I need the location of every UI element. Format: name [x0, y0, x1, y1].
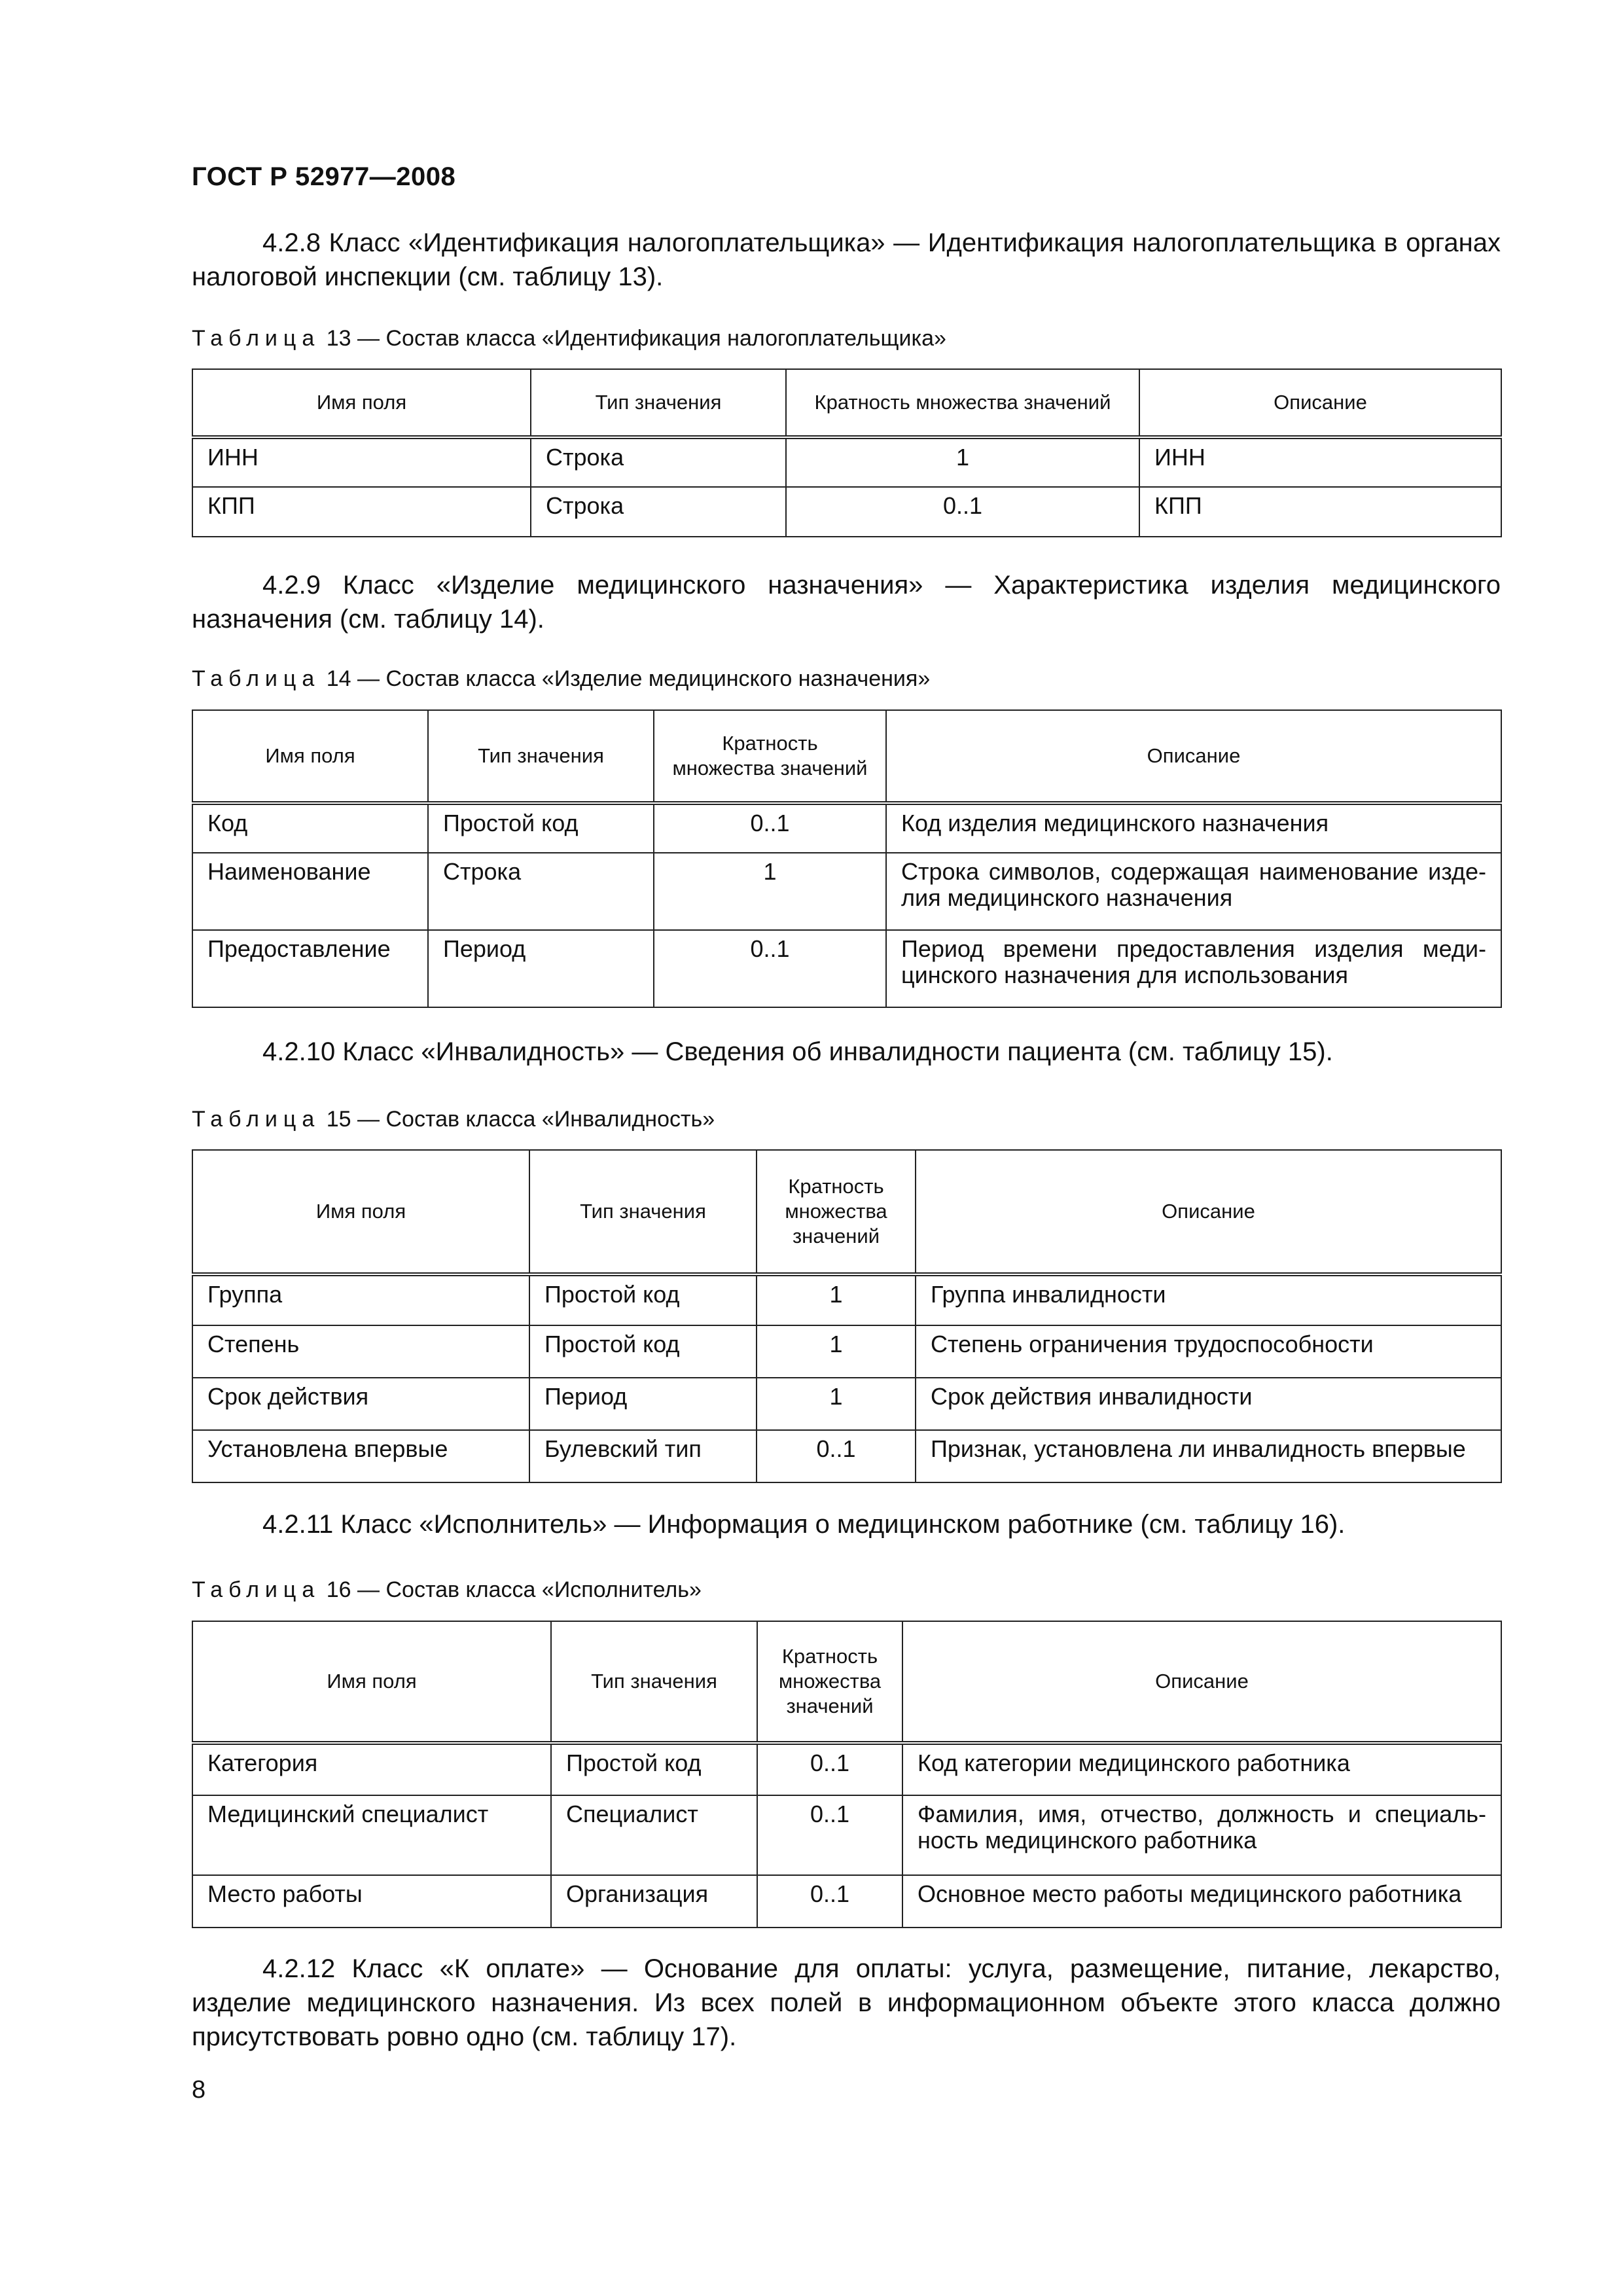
value-type-cell: Период	[428, 930, 654, 1007]
caption-title: 15 — Состав класса «Инвалидность»	[326, 1107, 715, 1132]
table-row	[192, 1875, 1501, 1928]
description-cell: Период времени предоставления изделия меди-цинского назначения для использования	[886, 930, 1501, 1007]
value-type-cell: Простой код	[428, 803, 654, 853]
header-cell-multiplicity: Кратность множества значений	[757, 1150, 916, 1274]
description-cell: Код изделия медицинского назначения	[886, 803, 1501, 853]
header-cell-description: Описание	[1139, 369, 1501, 437]
table-15-caption	[192, 1106, 715, 1132]
table-14-caption	[192, 666, 930, 692]
header-cell-multiplicity: Кратность множества значений	[786, 369, 1139, 437]
header-cell-description: Описание	[916, 1150, 1501, 1274]
field-name-cell: Степень	[192, 1325, 529, 1378]
multiplicity-cell: 0..1	[654, 803, 886, 853]
table-row	[192, 853, 1501, 930]
field-name-cell: Группа	[192, 1274, 529, 1325]
description-cell: Код категории медицинского работника	[902, 1743, 1501, 1795]
paragraph-4-2-11: 4.2.11 Класс «Исполнитель» — Информация о медицинском работнике (см. таблицу 16).	[262, 1510, 1346, 1539]
description-cell: Основное место работы медицинского работника	[902, 1875, 1501, 1928]
document-header: ГОСТ Р 52977—2008	[192, 162, 456, 191]
table-15	[192, 1149, 1502, 1483]
header-cell-field-name: Имя поля	[192, 1621, 551, 1743]
header-cell-description: Описание	[902, 1621, 1501, 1743]
value-type-cell: Булевский тип	[529, 1430, 757, 1482]
table-header-row	[192, 1621, 1501, 1743]
table-row	[192, 1743, 1501, 1795]
table-row	[192, 437, 1501, 487]
multiplicity-cell: 0..1	[757, 1430, 916, 1482]
caption-title: 16 — Состав класса «Исполнитель»	[326, 1577, 702, 1602]
header-cell-multiplicity: Кратность множества значений	[757, 1621, 902, 1743]
paragraph-4-2-12: 4.2.12 Класс «К оплате» — Основание для оплаты: услуга, размещение, питание, лекарство, изделие медицинского назначения. Из всех полей в информационном объекте этого класса должно присутствовать ровно одно (см. таблицу 17).	[192, 1954, 1501, 2051]
description-cell: Фамилия, имя, отчество, должность и специаль-ность медицинского работника	[902, 1795, 1501, 1875]
description-cell: Признак, установлена ли инвалидность впервые	[916, 1430, 1501, 1482]
value-type-cell: Период	[529, 1378, 757, 1430]
multiplicity-cell: 0..1	[786, 487, 1139, 537]
multiplicity-cell: 1	[654, 853, 886, 930]
paragraph-4-2-10: 4.2.10 Класс «Инвалидность» — Сведения об инвалидности пациента (см. таблицу 15).	[262, 1037, 1333, 1066]
paragraph-4-2-8: 4.2.8 Класс «Идентификация налогоплательщика» — Идентификация налогоплательщика в органах налоговой инспекции (см. таблицу 13).	[192, 228, 1501, 291]
table-row	[192, 1795, 1501, 1875]
field-name-cell: Срок действия	[192, 1378, 529, 1430]
table-row	[192, 487, 1501, 537]
header-cell-value-type: Тип значения	[428, 710, 654, 803]
caption-word: Таблица	[192, 666, 321, 691]
caption-word: Таблица	[192, 326, 321, 351]
table-header-row	[192, 710, 1501, 803]
field-name-cell: Установлена впервые	[192, 1430, 529, 1482]
table-row	[192, 1378, 1501, 1430]
table-header-row	[192, 1150, 1501, 1274]
value-type-cell: Простой код	[551, 1743, 757, 1795]
value-type-cell: Простой код	[529, 1325, 757, 1378]
header-cell-multiplicity: Кратность множества значений	[654, 710, 886, 803]
header-cell-value-type: Тип значения	[529, 1150, 757, 1274]
field-name-cell: Наименование	[192, 853, 428, 930]
table-header-row	[192, 369, 1501, 437]
multiplicity-cell: 0..1	[757, 1743, 902, 1795]
header-cell-field-name: Имя поля	[192, 1150, 529, 1274]
multiplicity-cell: 1	[757, 1274, 916, 1325]
value-type-cell: Организация	[551, 1875, 757, 1928]
description-cell: ИНН	[1139, 437, 1501, 487]
header-cell-description: Описание	[886, 710, 1501, 803]
table-14	[192, 709, 1502, 1008]
page-number: 8	[192, 2076, 206, 2104]
table-row	[192, 930, 1501, 1007]
field-name-cell: ИНН	[192, 437, 531, 487]
multiplicity-cell: 0..1	[757, 1795, 902, 1875]
table-row	[192, 1325, 1501, 1378]
value-type-cell: Строка	[531, 437, 786, 487]
field-name-cell: Код	[192, 803, 428, 853]
table-13	[192, 368, 1502, 537]
table-16	[192, 1621, 1502, 1928]
field-name-cell: Место работы	[192, 1875, 551, 1928]
description-cell: Срок действия инвалидности	[916, 1378, 1501, 1430]
multiplicity-cell: 1	[786, 437, 1139, 487]
field-name-cell: КПП	[192, 487, 531, 537]
header-cell-value-type: Тип значения	[551, 1621, 757, 1743]
description-cell: Группа инвалидности	[916, 1274, 1501, 1325]
header-cell-field-name: Имя поля	[192, 710, 428, 803]
caption-title: 13 — Состав класса «Идентификация налогоплательщика»	[326, 326, 946, 351]
field-name-cell: Медицинский специалист	[192, 1795, 551, 1875]
header-cell-value-type: Тип значения	[531, 369, 786, 437]
table-row	[192, 1274, 1501, 1325]
value-type-cell: Специалист	[551, 1795, 757, 1875]
multiplicity-cell: 1	[757, 1325, 916, 1378]
caption-word: Таблица	[192, 1107, 321, 1132]
multiplicity-cell: 0..1	[654, 930, 886, 1007]
value-type-cell: Строка	[531, 487, 786, 537]
description-cell: Строка символов, содержащая наименование изде-лия медицинского назначения	[886, 853, 1501, 930]
multiplicity-cell: 1	[757, 1378, 916, 1430]
table-row	[192, 1430, 1501, 1482]
field-name-cell: Категория	[192, 1743, 551, 1795]
description-cell: Степень ограничения трудоспособности	[916, 1325, 1501, 1378]
table-row	[192, 803, 1501, 853]
table-16-caption	[192, 1577, 702, 1603]
caption-word: Таблица	[192, 1577, 321, 1602]
caption-title: 14 — Состав класса «Изделие медицинского назначения»	[326, 666, 931, 691]
value-type-cell: Строка	[428, 853, 654, 930]
value-type-cell: Простой код	[529, 1274, 757, 1325]
description-cell: КПП	[1139, 487, 1501, 537]
table-13-caption	[192, 325, 946, 351]
multiplicity-cell: 0..1	[757, 1875, 902, 1928]
paragraph-4-2-9: 4.2.9 Класс «Изделие медицинского назначения» — Характеристика изделия медицинского назначения (см. таблицу 14).	[192, 571, 1501, 634]
field-name-cell: Предоставление	[192, 930, 428, 1007]
header-cell-field-name: Имя поля	[192, 369, 531, 437]
